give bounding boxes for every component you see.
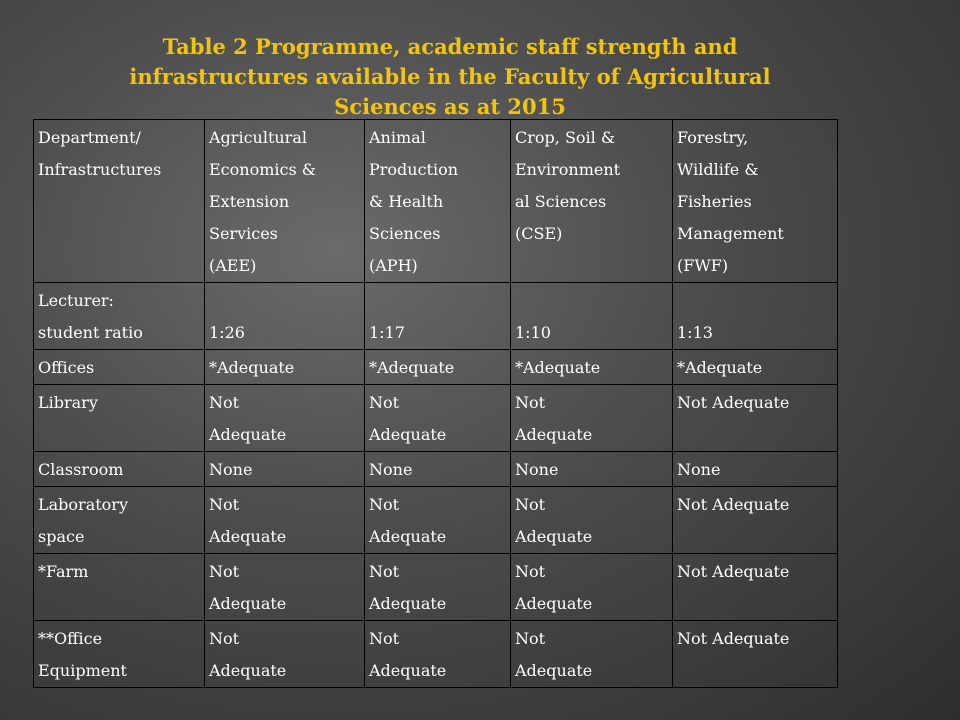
table-cell <box>365 350 511 385</box>
table-cell <box>365 385 511 452</box>
cell-text: Not <box>369 393 400 412</box>
table-cell <box>205 452 365 487</box>
table-cell <box>673 283 838 350</box>
table-cell <box>365 452 511 487</box>
cell-text: Equipment <box>38 661 127 680</box>
cell-text: *Farm <box>38 562 89 581</box>
cell-text: (CSE) <box>515 224 563 243</box>
table-cell <box>365 554 511 621</box>
cell-text: Animal <box>369 128 426 147</box>
cell-text: Adequate <box>209 425 287 444</box>
cell-text: 1:13 <box>677 323 713 342</box>
table-row <box>34 283 838 350</box>
faculty-table <box>33 119 838 688</box>
cell-text: None <box>209 460 253 479</box>
cell-text: Adequate <box>515 425 593 444</box>
cell-text: Not <box>515 495 546 514</box>
table-row <box>34 621 838 688</box>
cell-text: Extension <box>209 192 290 211</box>
cell-text: Economics & <box>209 160 316 179</box>
cell-text: & Health <box>369 192 444 211</box>
cell-text: Services <box>209 224 278 243</box>
header-cell <box>205 120 365 283</box>
cell-text: Classroom <box>38 460 124 479</box>
cell-text: (APH) <box>369 256 418 275</box>
table-cell <box>205 350 365 385</box>
table-row <box>34 554 838 621</box>
cell-text: (FWF) <box>677 256 729 275</box>
table-cell <box>511 385 673 452</box>
cell-text: Forestry, <box>677 128 749 147</box>
cell-text: Adequate <box>515 661 593 680</box>
cell-text: 1:17 <box>369 323 405 342</box>
slide-title <box>60 32 840 122</box>
cell-text: (AEE) <box>209 256 257 275</box>
cell-text: Laboratory <box>38 495 128 514</box>
cell-text: Production <box>369 160 459 179</box>
cell-text: *Adequate <box>677 358 763 377</box>
cell-text: Agricultural <box>209 128 307 147</box>
cell-text: Not <box>369 562 400 581</box>
table-cell <box>673 385 838 452</box>
table-cell <box>511 350 673 385</box>
cell-text: Adequate <box>369 425 447 444</box>
cell-text: Not <box>209 495 240 514</box>
table-cell <box>205 554 365 621</box>
cell-text: Not <box>515 562 546 581</box>
cell-text: Offices <box>38 358 95 377</box>
cell-text: Not <box>209 562 240 581</box>
row-label-cell <box>34 621 205 688</box>
cell-text: Not Adequate <box>677 629 790 648</box>
cell-text: Not <box>515 393 546 412</box>
cell-text: Not <box>209 629 240 648</box>
cell-text: Adequate <box>369 661 447 680</box>
table-row <box>34 350 838 385</box>
cell-text: *Adequate <box>209 358 295 377</box>
header-cell <box>34 120 205 283</box>
cell-text: Lecturer: <box>38 291 114 310</box>
table-header-row <box>34 120 838 283</box>
row-label-cell <box>34 385 205 452</box>
table-cell <box>365 621 511 688</box>
cell-text: Adequate <box>369 527 447 546</box>
cell-text: Adequate <box>209 594 287 613</box>
cell-text: student ratio <box>38 323 143 342</box>
row-label-cell <box>34 487 205 554</box>
header-cell <box>365 120 511 283</box>
cell-text: Not Adequate <box>677 393 790 412</box>
cell-text: space <box>38 527 85 546</box>
title-line-2: infrastructures available in the Faculty of Agricultural <box>129 64 771 89</box>
table-cell <box>511 554 673 621</box>
title-line-3: Sciences as at 2015 <box>334 94 566 119</box>
cell-text: Not <box>515 629 546 648</box>
cell-text: Department/ <box>38 128 141 147</box>
cell-text: Adequate <box>209 527 287 546</box>
table-row <box>34 452 838 487</box>
table-cell <box>511 283 673 350</box>
cell-text: Not Adequate <box>677 495 790 514</box>
cell-text: Library <box>38 393 98 412</box>
header-cell <box>511 120 673 283</box>
table-cell <box>511 452 673 487</box>
table-cell <box>205 487 365 554</box>
cell-text: None <box>369 460 413 479</box>
cell-text: Management <box>677 224 784 243</box>
table-cell <box>365 487 511 554</box>
cell-text: Not <box>369 495 400 514</box>
table-cell <box>673 452 838 487</box>
row-label-cell <box>34 283 205 350</box>
cell-text: al Sciences <box>515 192 607 211</box>
table-cell <box>511 621 673 688</box>
cell-text: Adequate <box>515 594 593 613</box>
cell-text: Sciences <box>369 224 441 243</box>
table-row <box>34 385 838 452</box>
cell-text: Adequate <box>515 527 593 546</box>
cell-text: *Adequate <box>369 358 455 377</box>
cell-text: Not <box>369 629 400 648</box>
table-cell <box>205 283 365 350</box>
cell-text: Crop, Soil & <box>515 128 616 147</box>
cell-text: Infrastructures <box>38 160 162 179</box>
cell-text: None <box>677 460 721 479</box>
table-cell <box>205 621 365 688</box>
table-cell <box>205 385 365 452</box>
title-line-1: Table 2 Programme, academic staff strength and <box>162 34 738 59</box>
header-cell <box>673 120 838 283</box>
cell-text: *Adequate <box>515 358 601 377</box>
table-cell <box>673 621 838 688</box>
cell-text: 1:10 <box>515 323 551 342</box>
row-label-cell <box>34 350 205 385</box>
row-label-cell <box>34 452 205 487</box>
table-cell <box>511 487 673 554</box>
cell-text: Environment <box>515 160 621 179</box>
cell-text: Not <box>209 393 240 412</box>
cell-text: Wildlife & <box>677 160 759 179</box>
cell-text: Fisheries <box>677 192 752 211</box>
table-cell <box>673 554 838 621</box>
cell-text: Not Adequate <box>677 562 790 581</box>
table-cell <box>673 487 838 554</box>
cell-text: Adequate <box>369 594 447 613</box>
table-row <box>34 487 838 554</box>
row-label-cell <box>34 554 205 621</box>
cell-text: Adequate <box>209 661 287 680</box>
table-cell <box>673 350 838 385</box>
table-cell <box>365 283 511 350</box>
cell-text: None <box>515 460 559 479</box>
cell-text: 1:26 <box>209 323 245 342</box>
cell-text: **Office <box>38 629 103 648</box>
